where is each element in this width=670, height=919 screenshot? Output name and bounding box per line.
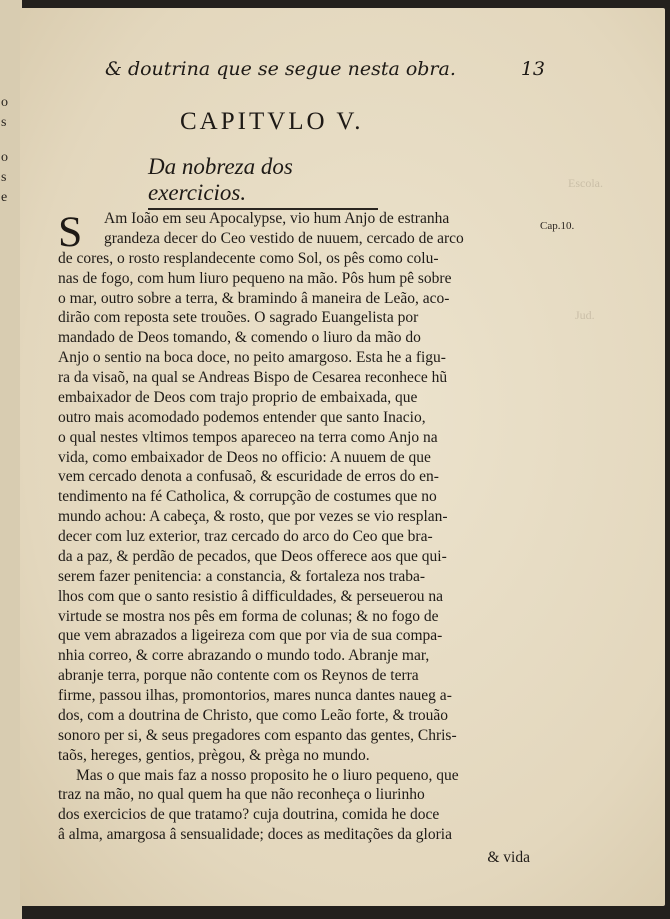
catchword: & vida (487, 849, 530, 866)
bleed-through-text: Escola. (568, 176, 603, 190)
facing-page-fragment: s (1, 170, 7, 185)
text-line: serem fazer penitencia: a constancia, & fortaleza nos traba- (58, 567, 426, 585)
text-line: traz na mão, no qual quem ha que não reconheça o liurinho (58, 786, 425, 804)
text-line: o mar, outro sobre a terra, & bramindo â maneira de Leão, aco- (58, 289, 450, 307)
text-line: taõs, hereges, gentios, prègou, & prègа no mundo. (58, 746, 370, 764)
text-line: lhos com que o santo resistio â difficuldades, & perseuerou na (58, 587, 443, 605)
text-line: Am Ioão em seu Apocalypse, vio hum Anjo de estranha (104, 210, 450, 227)
text-line: vida, como embaixador de Deos no officio: A nuuem de que (58, 448, 431, 466)
margin-note: Cap.10. (540, 220, 575, 232)
text-line: virtude se mostra nos pês em forma de colunas; & no fogo de (58, 607, 439, 625)
text-line: embaixador de Deos com trajo proprio de embaixada, que (58, 388, 418, 406)
facing-page-fragment: e (1, 190, 8, 205)
text-line: nas de fogo, com hum liuro pequeno na mão. Pôs hum pê sobre (58, 269, 452, 287)
text-line: grandeza decer do Ceo vestido de nuuem, cercado de arco (104, 229, 464, 247)
facing-page-fragment: s (1, 115, 7, 130)
running-header (105, 58, 545, 80)
facing-page-edge (0, 0, 22, 919)
text-line: â alma, amargosa â sensualidade; doces as meditações da gloria (58, 826, 452, 844)
text-line: decer com luz exterior, traz cercado do arco do Ceo que bra- (58, 528, 433, 545)
folio-number: 13 (520, 58, 545, 80)
facing-page-fragment: o (1, 95, 8, 110)
text-line: da a paz, & perdão de pecados, que Deos offerece aos que qui- (58, 547, 447, 565)
text-line: dos, com a doutrina de Christo, que como Leão forte, & trouão (58, 706, 448, 724)
chapter-title: Da nobreza dos exercicios. (148, 154, 378, 210)
text-line: dos exercicios de que tratamo? cuja doutrina, comida he doce (58, 806, 440, 824)
text-line: abranje terra, porque não contente com os Reynos de terra (58, 667, 419, 685)
chapter-heading: CAPITVLO V. (180, 108, 364, 135)
text-line: o qual nestes vltimos tempos apareceo na terra como Anjo na (58, 428, 438, 446)
text-line: sonoro per si, & seus pregadores com espanto das gentes, Chris- (58, 726, 457, 744)
text-line: ra da visaõ, na qual se Andreas Bispo de Cesarea reconhece hũ (58, 369, 448, 386)
text-line: mandado de Deos tomando, & comendo o liuro da mão do (58, 329, 421, 347)
text-line: Anjo o sentio na boca doce, no peito amargoso. Esta he a figu- (58, 349, 446, 367)
running-title: & doutrina que se segue nesta obra. (105, 58, 456, 80)
drop-cap: S (58, 208, 83, 256)
text-line: que vem abrazados a ligeireza com que por via de sua compa- (58, 627, 443, 645)
text-line: tendimento na fé Catholica, & corrupção de costumes que no (58, 488, 437, 506)
text-line: Mas o que mais faz a nosso proposito he o liuro pequeno, que (76, 766, 459, 784)
text-line: vem cercado denota a confusaõ, & escuridade de erros do en- (58, 468, 439, 486)
text-line: nhia correo, & corre abrazando o mundo todo. Abranje mar, (58, 647, 430, 665)
text-line: firme, passou ilhas, promontorios, mares nunca dantes naueg a- (58, 687, 452, 704)
text-line: mundo achou: A cabeça, & rosto, que por vezes se vio resplan- (58, 508, 448, 526)
text-line: outro mais acomodado podemos entender que santo Inacio, (58, 408, 426, 426)
bleed-through-text: Jud. (575, 308, 595, 322)
text-line: de cores, o rosto resplandecente como Sol, os pês como colu- (58, 249, 439, 267)
text-line: dirão com reposta sete trouões. O sagrado Euangelista por (58, 309, 419, 327)
facing-page-fragment: o (1, 150, 8, 165)
